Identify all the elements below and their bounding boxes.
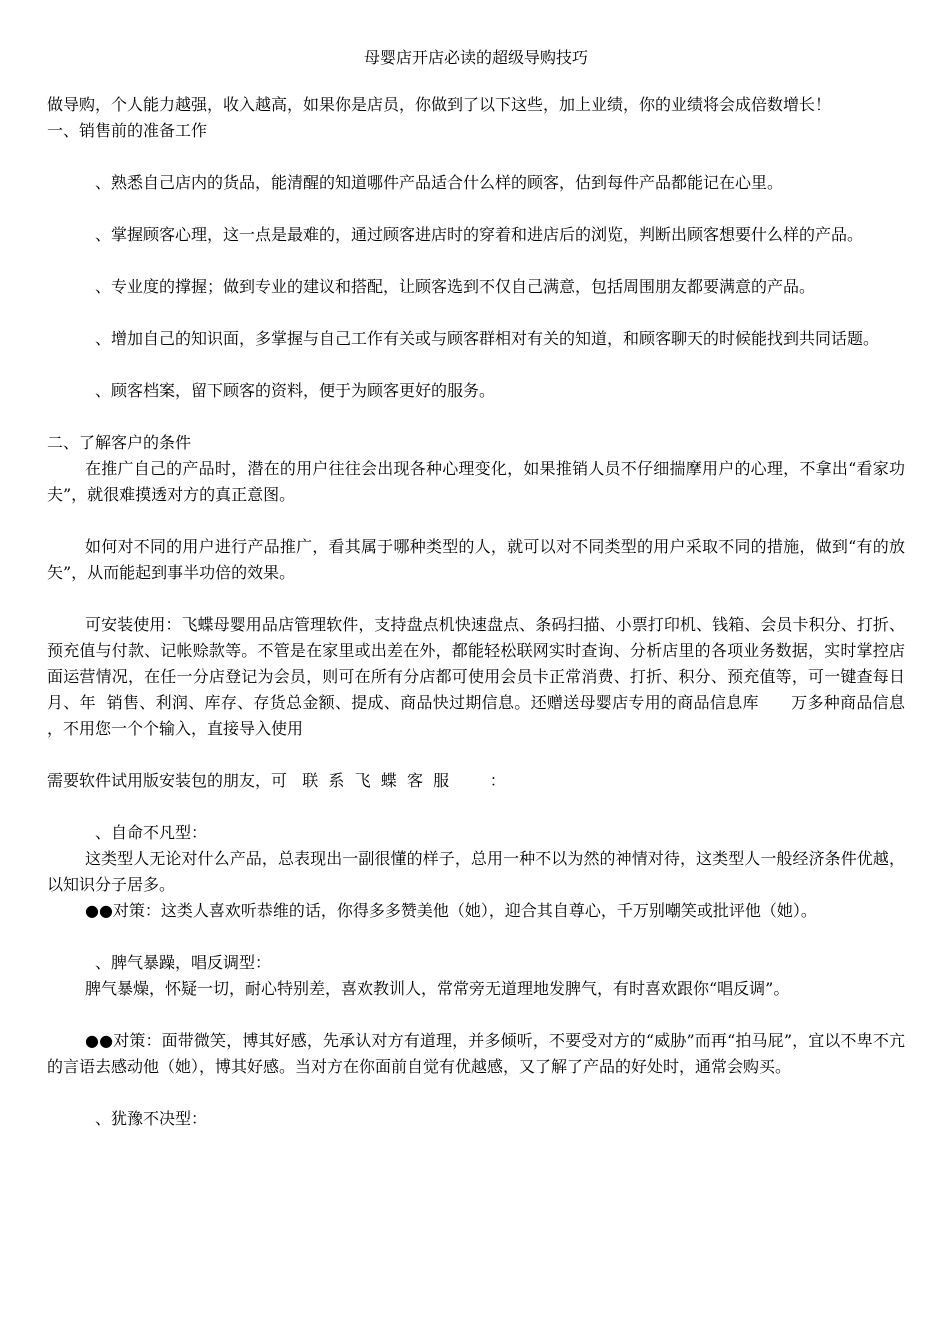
section2-paragraph-2: 如何对不同的用户进行产品推广，看其属于哪种类型的人，就可以对不同类型的用户采取不同的措施，做到“有的放矢”，从而能起到事半功倍的效果。 <box>47 537 905 582</box>
section1-item-3: 、专业度的撑握；做到专业的建议和搭配，让顾客选到不仅自己满意，包括周围朋友都要满意的产品。 <box>95 277 816 296</box>
type-2-strategy: ●●对策：面带微笑，博其好感，先承认对方有道理，并多倾听，不要受对方的“威胁”而再“拍马屁”，宜以不卑不亢的言语去感动他（她），博其好感。当对方在你面前自觉有优越感，又了解了产品的好处时，通常会购买。 <box>47 1031 905 1076</box>
type-1-heading: 、自命不凡型： <box>95 823 208 842</box>
type-2-heading: 、脾气暴躁，唱反调型： <box>95 953 272 972</box>
type-2-description: 脾气暴燥，怀疑一切，耐心特别差，喜欢教训人，常常旁无道理地发脾气，有时喜欢跟你“唱反调”。 <box>85 979 790 998</box>
section2-heading: 二、了解客户的条件 <box>47 433 192 452</box>
type-1-strategy: ●●对策：这类人喜欢听恭维的话，你得多多赞美他（她），迎合其自尊心，千万别嘲笑或批评他（她）。 <box>85 901 817 920</box>
type-1-description: 这类型人无论对什么产品，总表现出一副很懂的样子，总用一种不以为然的神情对待，这类型人一般经济条件优越，以知识分子居多。 <box>47 849 905 894</box>
section1-item-2: 、掌握顾客心理，这一点是最难的，通过顾客进店时的穿着和进店后的浏览，判断出顾客想要什么样的产品。 <box>95 225 864 244</box>
software-paragraph: 可安装使用：飞蝶母婴用品店管理软件，支持盘点机快速盘点、条码扫描、小票打印机、钱箱、会员卡积分、打折、预充值与付款、记帐赊款等。不管是在家里或出差在外，都能轻松联网实时查询、分析店里的各项业务数据，实时掌控店面运营情况，在任一分店登记为会员，则可在所有分店都可使用会员卡正常消费、打折、积分、预充值等，可一键查每日 月、年 销售、利润、库存、存货总金额、提成、商品快过期信息。还赠送母婴店专用的商品信息库 万多种商品信息 ，不用您一个个输入，直接导入使用 <box>47 615 916 738</box>
section1-heading: 一、销售前的准备工作 <box>47 121 208 140</box>
section2-paragraph-1: 在推广自己的产品时，潜在的用户往往会出现各种心理变化，如果推销人员不仔细揣摩用户的心理，不拿出“看家功夫”，就很难摸透对方的真正意图。 <box>47 459 905 504</box>
type-3-heading: 、犹豫不决型： <box>95 1109 208 1128</box>
contact-line: 需要软件试用版安装包的朋友，可 联 系 飞 蝶 客 服 ： <box>47 771 506 790</box>
document-page <box>47 0 916 1132</box>
section1-item-5: 、顾客档案，留下顾客的资料，便于为顾客更好的服务。 <box>95 381 496 400</box>
document-title: 母婴店开店必读的超级导购技巧 <box>363 48 588 67</box>
section1-item-1: 、熟悉自己店内的货品，能清醒的知道哪件产品适合什么样的顾客，估到每件产品都能记在心里。 <box>95 173 784 192</box>
section1-item-4: 、增加自己的知识面，多掌握与自己工作有关或与顾客群相对有关的知道，和顾客聊天的时候能找到共同话题。 <box>95 329 880 348</box>
intro-paragraph: 做导购，个人能力越强，收入越高，如果你是店员，你做到了以下这些，加上业绩，你的业绩将会成倍数增长！ <box>47 95 832 114</box>
